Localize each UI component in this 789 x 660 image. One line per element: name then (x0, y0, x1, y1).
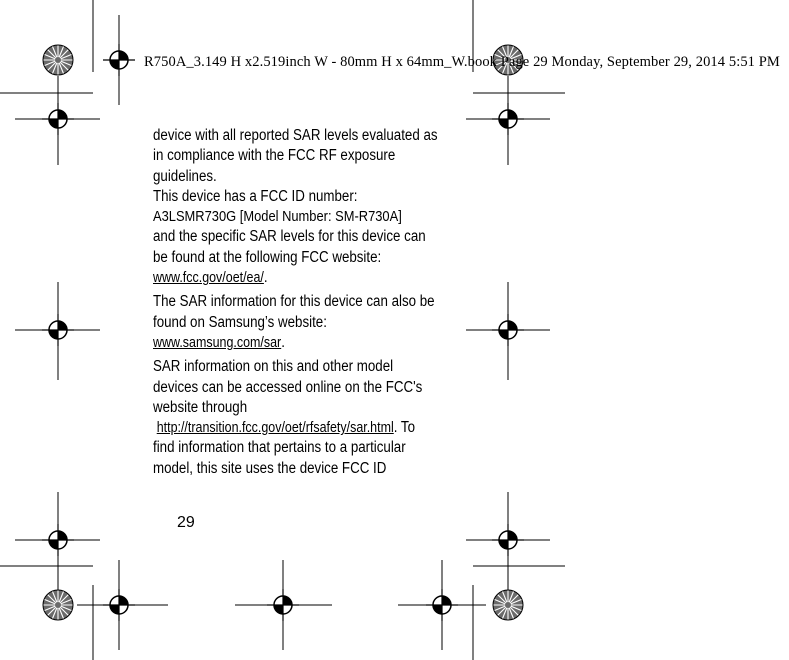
page-number: 29 (177, 514, 195, 531)
fcc-ea-link[interactable]: www.fcc.gov/oet/ea/ (153, 270, 264, 287)
fcc-sar-link[interactable]: http://transition.fcc.gov/oet/rfsafety/sar.html (156, 420, 394, 437)
fcc-sar-rest: . To find information that pertains to a particular model, this site uses the device FCC ID (153, 419, 415, 477)
samsung-sar-link[interactable]: www.samsung.com/sar (153, 334, 282, 351)
period: . (263, 269, 268, 287)
period: . (281, 333, 285, 351)
fcc-website-text: and the specific SAR levels for this device can be found at the following FCC website: (153, 228, 426, 266)
sar-compliance-paragraph: device with all reported SAR levels evaluated as in compliance with the FCC RF exposure guidelines. (153, 127, 438, 185)
fcc-id-intro (153, 187, 438, 288)
page-body (153, 126, 438, 479)
fcc-sar-paragraph (153, 357, 438, 479)
samsung-sar-text: The SAR information for this device can also be found on Samsung’s website: (153, 293, 435, 331)
fcc-id-label: This device has a FCC ID number: (153, 187, 358, 205)
samsung-sar-paragraph (153, 292, 438, 353)
print-slug-line: R750A_3.149 H x2.519inch W - 80mm H x 64mm_W.book Page 29 Monday, September 29, 2014 5:51 PM (144, 54, 780, 70)
fcc-sar-text: SAR information on this and other model devices can be accessed online on the FCC's website through (153, 358, 423, 416)
model-number: A3LSMR730G [Model Number: SM-R730A] (153, 208, 402, 226)
